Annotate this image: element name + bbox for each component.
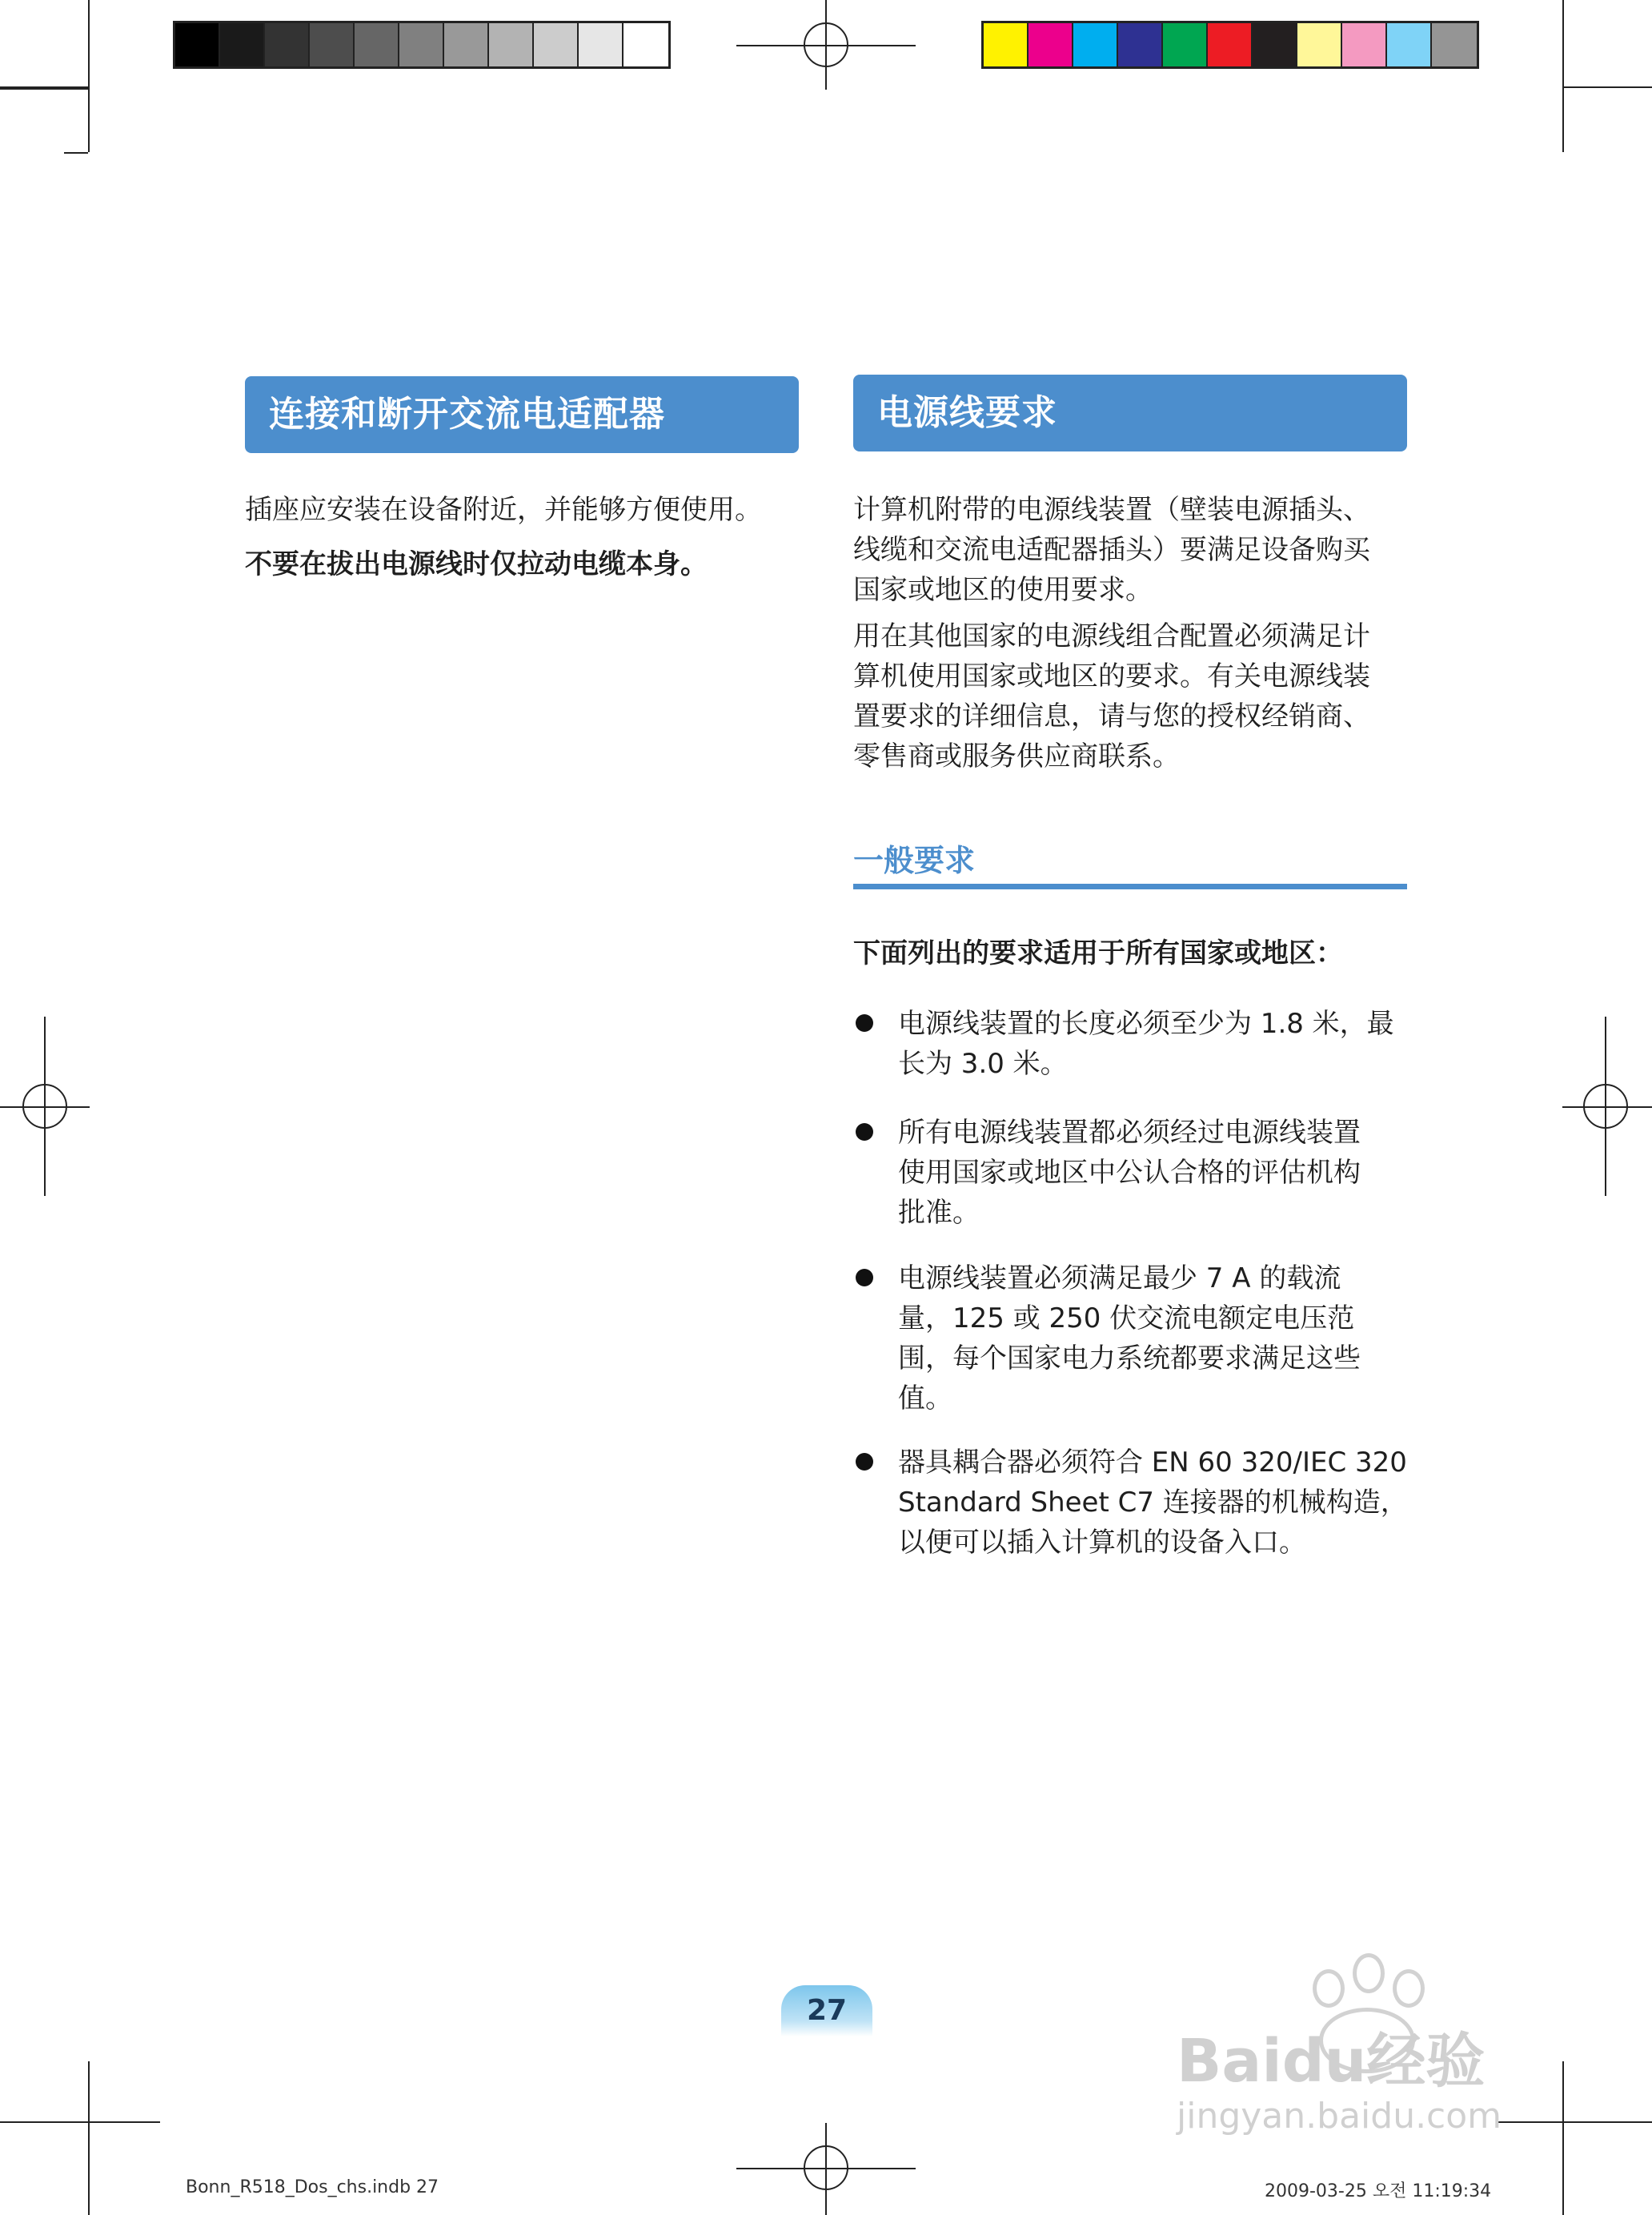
footer-timestamp: 2009-03-25 오전 11:19:34 [1265,2181,1492,2201]
registration-cross [1562,1106,1652,1108]
bullet-dot [856,1014,873,1032]
color-swatch [1163,23,1208,66]
paw-icon [1393,1969,1425,2008]
color-swatch [1118,23,1163,66]
color-swatch [489,23,534,66]
crop-line [1497,2121,1652,2123]
text-line: Standard Sheet C7 连接器的机械构造， [898,1487,1408,1519]
grayscale-color-bar [173,21,671,69]
text-line: 器具耦合器必须符合 EN 60 320/IEC 320 [898,1447,1407,1479]
crop-line [88,2061,90,2215]
text-line: 算机使用国家或地区的要求。有关电源线装 [853,660,1370,692]
text-line: 计算机附带的电源线装置（壁装电源插头、 [853,494,1370,526]
text-line: 使用国家或地区中公认合格的评估机构 [898,1157,1361,1189]
color-swatch [624,23,668,66]
crop-line [88,86,90,152]
crop-line [88,0,90,86]
text-line: 电源线装置必须满足最少 7 A 的载流 [898,1262,1341,1294]
color-swatch [984,23,1028,66]
bullet-dot [856,1453,873,1471]
crop-line [1562,0,1564,86]
color-swatch [1342,23,1387,66]
color-swatch [444,23,489,66]
crop-line [1562,86,1564,152]
list-item [898,1113,1442,1233]
list-item [898,1443,1458,1563]
bullet-dot [856,1269,873,1286]
text-line: 所有电源线装置都必须经过电源线装置 [898,1117,1361,1149]
paw-icon [1353,1953,1385,1993]
process-color-bar [981,21,1479,69]
color-swatch [175,23,220,66]
text-line: 围，每个国家电力系统都要求满足这些 [898,1342,1361,1374]
footer-file-info: Bonn_R518_Dos_chs.indb 27 [186,2177,439,2197]
crop-line [1562,2061,1564,2215]
paw-icon [1313,1969,1345,2008]
bullet-dot [856,1123,873,1141]
text-line: 置要求的详细信息，请与您的授权经销商、 [853,700,1370,732]
text-line: 值。 [898,1382,952,1414]
color-swatch [579,23,624,66]
color-swatch [310,23,355,66]
subheading-general-requirements: 一般要求 [853,843,976,878]
text-line: 电源线装置的长度必须至少为 1.8 米，最 [898,1008,1394,1040]
text-line: 用在其他国家的电源线组合配置必须满足计 [853,620,1370,652]
crop-line [0,2121,160,2123]
color-swatch [1297,23,1342,66]
color-swatch [220,23,265,66]
color-swatch [1028,23,1073,66]
registration-cross [44,1017,46,1196]
section-heading-power-cord: 电源线要求 [853,375,1407,451]
list-item [898,1258,1442,1418]
warning-do-not-pull-cable: 不要在拔出电源线时仅拉动电缆本身。 [245,548,708,580]
color-swatch [265,23,310,66]
crop-line [64,152,88,154]
page-number: 27 [781,1985,872,2036]
text-line: 长为 3.0 米。 [898,1048,1068,1080]
paragraph-other-countries [853,616,1429,776]
registration-cross [825,2123,827,2215]
paragraph-outlet-location: 插座应安装在设备附近，并能够方便使用。 [245,494,762,526]
text-line: 零售商或服务供应商联系。 [853,740,1180,772]
color-swatch [534,23,579,66]
section-heading-ac-adapter: 连接和断开交流电适配器 [245,376,799,453]
text-line: 以便可以插入计算机的设备入口。 [898,1527,1306,1559]
watermark-brand: Baidu经验 [1177,2027,1486,2096]
color-swatch [1073,23,1118,66]
requirements-intro: 下面列出的要求适用于所有国家或地区： [853,937,1343,969]
list-item [898,1004,1442,1084]
crop-line [1562,86,1652,88]
registration-cross [825,0,827,90]
text-line: 批准。 [898,1197,980,1229]
color-swatch [1387,23,1432,66]
paragraph-power-cord-set [853,490,1429,610]
text-line: 量，125 或 250 伏交流电额定电压范 [898,1302,1355,1334]
watermark-url: jingyan.baidu.com [1177,2096,1502,2137]
color-swatch [1432,23,1477,66]
color-swatch [399,23,444,66]
crop-line [0,86,88,88]
color-swatch [1208,23,1253,66]
subheading-underline [853,884,1407,889]
text-line: 国家或地区的使用要求。 [853,574,1153,606]
registration-cross [1605,1017,1606,1196]
color-swatch [1253,23,1297,66]
color-swatch [355,23,399,66]
text-line: 线缆和交流电适配器插头）要满足设备购买 [853,534,1370,566]
